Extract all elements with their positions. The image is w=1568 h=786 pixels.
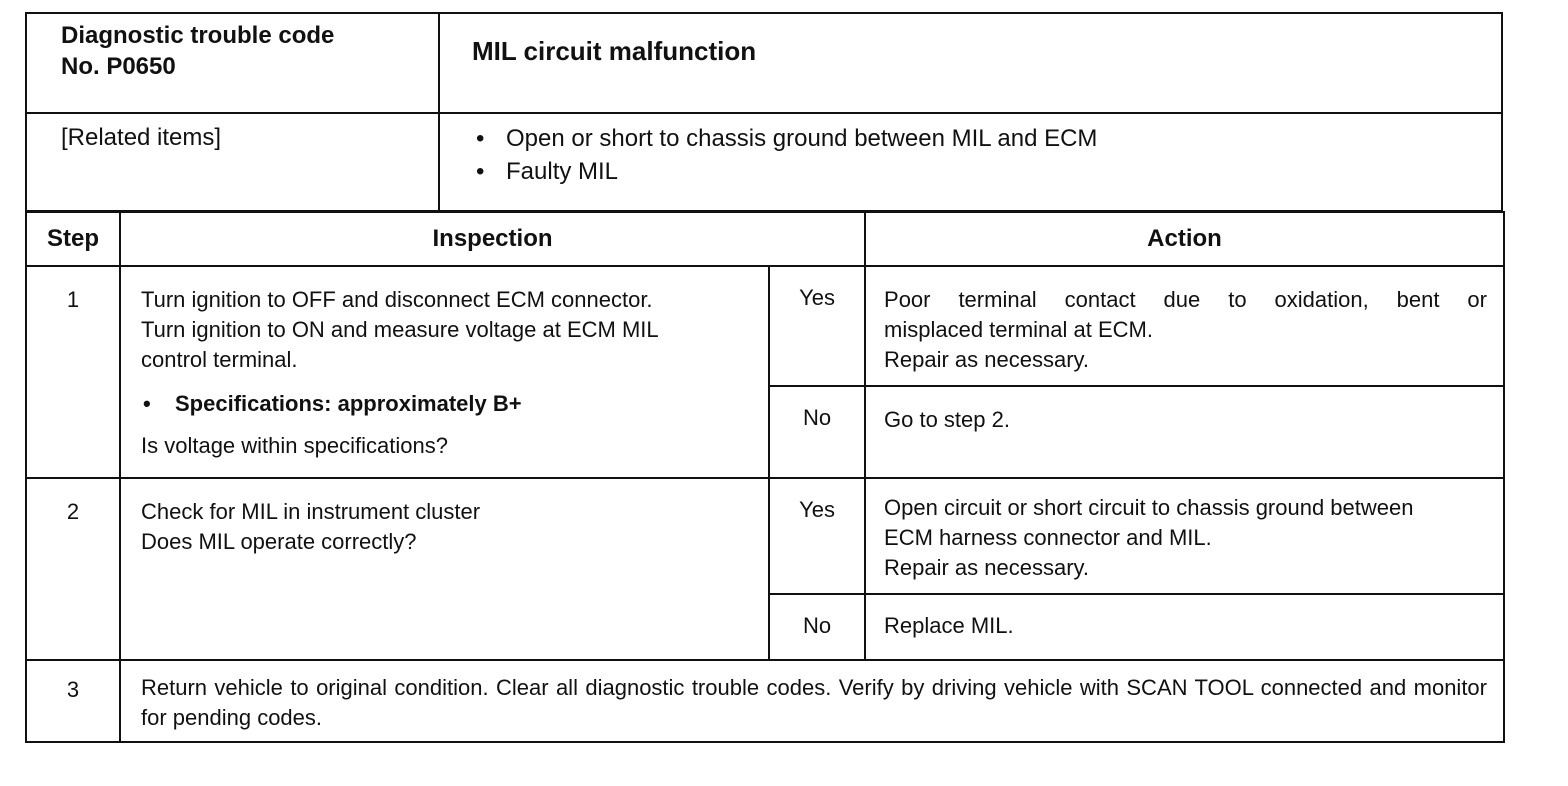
related-items-list	[440, 114, 1501, 188]
inspection-line: Check for MIL in instrument cluster	[141, 499, 481, 524]
action-line: misplaced terminal at ECM.	[884, 317, 1153, 342]
table-row	[26, 478, 1504, 594]
action-line: ECM harness connector and MIL.	[884, 525, 1212, 550]
table-row	[26, 266, 1504, 386]
inspection-cell	[120, 478, 769, 660]
no-action: Go to step 2.	[865, 386, 1504, 478]
action-line: Repair as necessary.	[884, 555, 1090, 580]
step-number: 3	[26, 660, 120, 742]
dtc-title: MIL circuit malfunction	[439, 13, 1502, 113]
inspection-cell	[120, 266, 769, 478]
table-row	[26, 660, 1504, 742]
action-line: Poor terminal contact due to oxidation, bent or	[884, 287, 1487, 312]
related-items-label: [Related items]	[26, 113, 439, 211]
related-item: • Faulty MIL	[476, 155, 1501, 188]
table-header-row	[26, 212, 1504, 266]
dtc-code-number: No. P0650	[61, 53, 176, 80]
yes-label: Yes	[769, 478, 865, 594]
no-label: No	[769, 594, 865, 660]
yes-label: Yes	[769, 266, 865, 386]
step-number: 2	[26, 478, 120, 660]
inspection-line: Turn ignition to OFF and disconnect ECM connector.	[141, 287, 653, 312]
action-line: Open circuit or short circuit to chassis ground between	[884, 495, 1414, 520]
dtc-code-cell	[26, 13, 439, 113]
inspection-line: Turn ignition to ON and measure voltage at ECM MIL	[141, 317, 659, 342]
inspection-question: Is voltage within specifications?	[141, 433, 448, 458]
inspection-column-header: Inspection	[120, 212, 865, 266]
no-label: No	[769, 386, 865, 478]
final-step-text: Return vehicle to original condition. Clear all diagnostic trouble codes. Verify by driving vehicle with SCAN TOOL connected and monitor for pending codes.	[120, 660, 1504, 742]
dtc-header-table	[25, 12, 1503, 212]
related-items-cell	[439, 113, 1502, 211]
yes-action-cell	[865, 478, 1504, 594]
dtc-header-row	[26, 13, 1502, 113]
action-line: Repair as necessary.	[884, 347, 1090, 372]
yes-action-cell	[865, 266, 1504, 386]
inspection-steps-table	[25, 211, 1505, 743]
inspection-line: control terminal.	[141, 347, 298, 372]
specification-text: • Specifications: approximately B+	[141, 389, 754, 419]
related-item: • Open or short to chassis ground between MIL and ECM	[476, 122, 1501, 155]
step-number: 1	[26, 266, 120, 478]
related-items-row	[26, 113, 1502, 211]
step-column-header: Step	[26, 212, 120, 266]
dtc-code-label: Diagnostic trouble code	[61, 22, 335, 49]
action-column-header: Action	[865, 212, 1504, 266]
no-action: Replace MIL.	[865, 594, 1504, 660]
inspection-line: Does MIL operate correctly?	[141, 529, 417, 554]
